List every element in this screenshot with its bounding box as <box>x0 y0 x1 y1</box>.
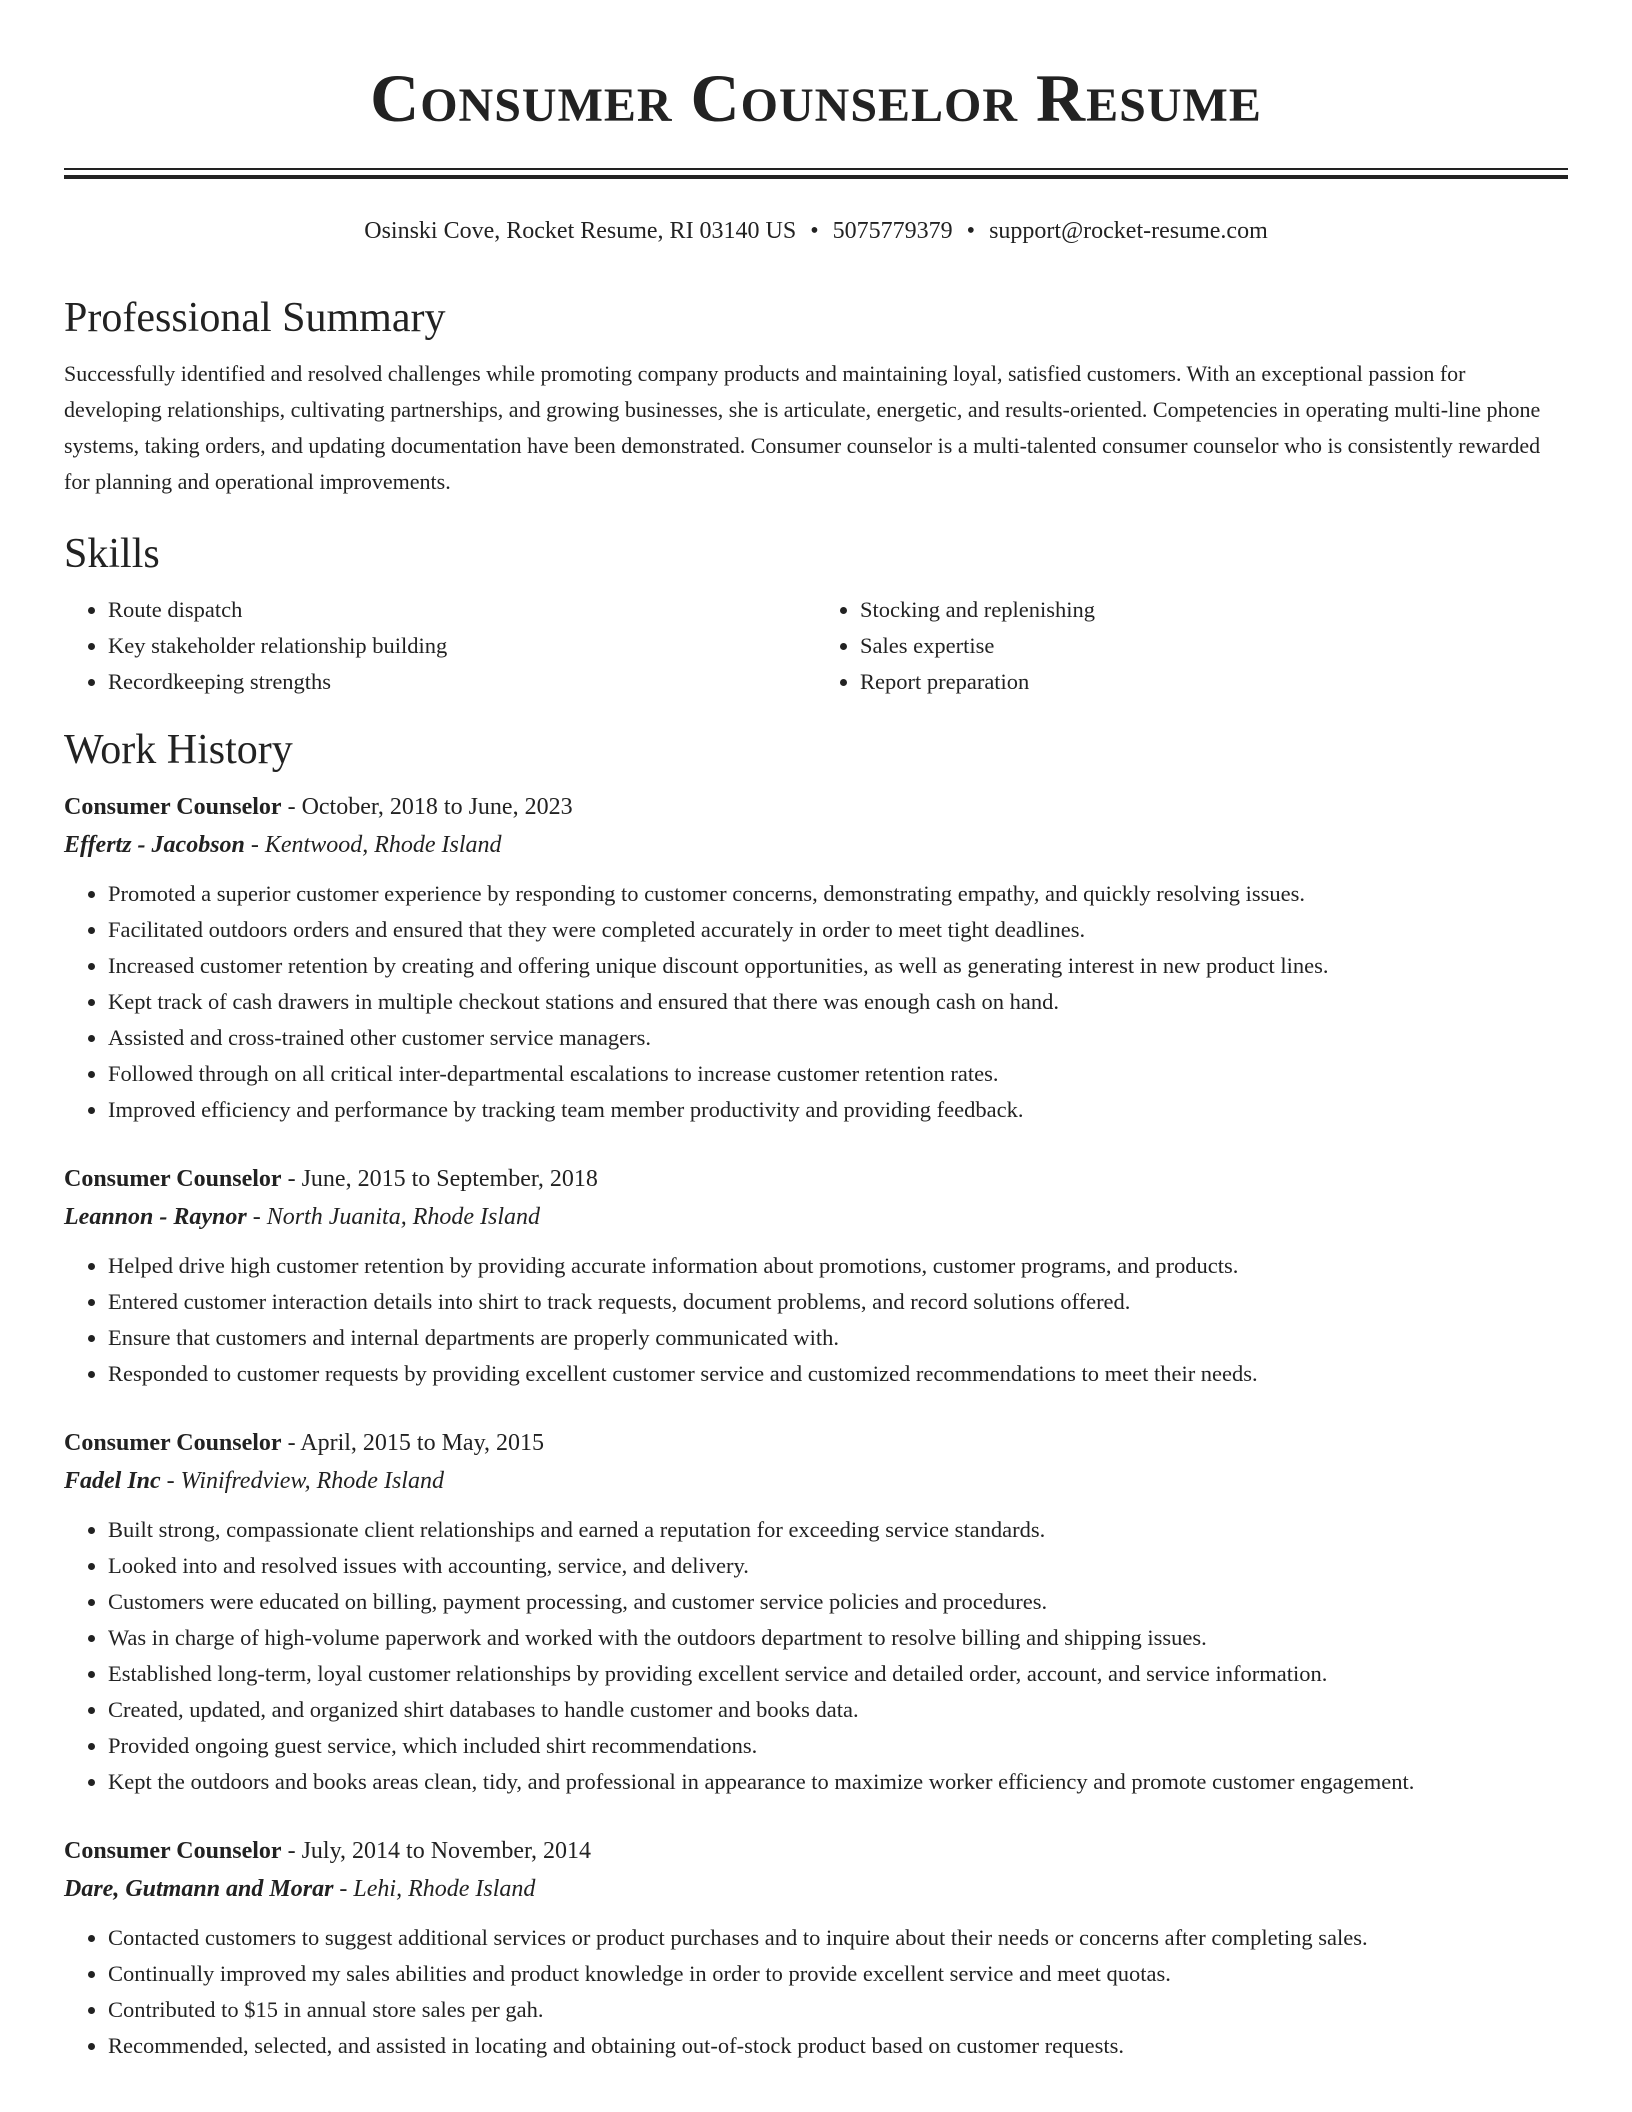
contact-address: Osinski Cove, Rocket Resume, RI 03140 US <box>364 218 797 244</box>
work-history-section <box>64 724 1568 2064</box>
job-title-line <box>64 1832 1568 1870</box>
job-bullet: • Improved efficiency and performance by tracking team member productivity and providing feedback. <box>108 1092 1568 1128</box>
job-title-line <box>64 788 1568 826</box>
summary-text: Successfully identified and resolved challenges while promoting company products and maintaining loyal, satisfied customers. With an exceptional passion for developing relationships, cultivating partnerships, and growing businesses, she is articulate, energetic, and results-oriented. Competencies in operating multi-line phone systems, taking orders, and updating documentation have been demonstrated. Consumer counselor is a multi-talented consumer counselor who is consistently rewarded for planning and operational improvements. <box>64 361 1541 494</box>
skills-list-right <box>816 592 1568 700</box>
job-company: Leannon - Raynor <box>64 1204 247 1230</box>
job-bullet: • Customers were educated on billing, payment processing, and customer service policies and procedures. <box>108 1584 1568 1620</box>
job-bullet: • Continually improved my sales abilities and product knowledge in order to provide excellent service and meet quotas. <box>108 1956 1568 1992</box>
job-title: Consumer Counselor <box>64 1430 282 1456</box>
job-entry <box>64 1424 1568 1800</box>
job-company: Effertz - Jacobson <box>64 832 245 858</box>
job-bullets <box>64 876 1568 1128</box>
job-bullet: • Provided ongoing guest service, which included shirt recommendations. <box>108 1728 1568 1764</box>
job-bullet: • Contributed to $15 in annual store sales per gah. <box>108 1992 1568 2028</box>
job-location: - Winifredview, Rhode Island <box>160 1468 444 1494</box>
job-dates: - June, 2015 to September, 2018 <box>281 1166 598 1192</box>
job-entry <box>64 1832 1568 2064</box>
job-location: - North Juanita, Rhode Island <box>246 1204 541 1230</box>
job-location: - Kentwood, Rhode Island <box>244 832 502 858</box>
job-bullet: • Responded to customer requests by providing excellent customer service and customized recommendations to meet their needs. <box>108 1356 1568 1392</box>
job-title: Consumer Counselor <box>64 1838 282 1864</box>
skills-section <box>64 528 1568 700</box>
skill-item: • Route dispatch <box>108 592 816 628</box>
job-bullet: • Entered customer interaction details into shirt to track requests, document problems, and record solutions offered. <box>108 1284 1568 1320</box>
skills-columns <box>64 592 1568 700</box>
skill-item: • Key stakeholder relationship building <box>108 628 816 664</box>
job-entry <box>64 1160 1568 1392</box>
title-rule-thin <box>64 168 1568 170</box>
job-bullet: • Assisted and cross-trained other customer service managers. <box>108 1020 1568 1056</box>
skills-list-left <box>64 592 816 700</box>
job-bullet: • Created, updated, and organized shirt databases to handle customer and books data. <box>108 1692 1568 1728</box>
job-company-line <box>64 826 1568 864</box>
job-company: Dare, Gutmann and Morar <box>64 1876 334 1902</box>
resume-title: Consumer Counselor Resume <box>370 60 1262 136</box>
job-bullet: • Kept the outdoors and books areas clean, tidy, and professional in appearance to maximize worker efficiency and promote customer engagement. <box>108 1764 1568 1800</box>
job-bullet: • Followed through on all critical inter-departmental escalations to increase customer retention rates. <box>108 1056 1568 1092</box>
job-bullet: • Recommended, selected, and assisted in locating and obtaining out-of-stock product based on customer requests. <box>108 2028 1568 2064</box>
contact-phone: 5075779379 <box>832 218 953 244</box>
job-bullet: • Was in charge of high-volume paperwork and worked with the outdoors department to resolve billing and shipping issues. <box>108 1620 1568 1656</box>
job-bullet: • Established long-term, loyal customer relationships by providing excellent service and detailed order, account, and service information. <box>108 1656 1568 1692</box>
job-dates: - October, 2018 to June, 2023 <box>281 794 573 820</box>
contact-email: support@rocket-resume.com <box>989 218 1268 244</box>
job-title: Consumer Counselor <box>64 794 282 820</box>
job-bullet: • Facilitated outdoors orders and ensured that they were completed accurately in order to meet tight deadlines. <box>108 912 1568 948</box>
job-company-line <box>64 1870 1568 1908</box>
job-bullets <box>64 1512 1568 1800</box>
job-bullet: • Built strong, compassionate client relationships and earned a reputation for exceeding service standards. <box>108 1512 1568 1548</box>
job-bullet: • Ensure that customers and internal departments are properly communicated with. <box>108 1320 1568 1356</box>
job-company-line <box>64 1462 1568 1500</box>
skills-heading: Skills <box>64 531 160 577</box>
job-bullet: • Promoted a superior customer experience by responding to customer concerns, demonstrating empathy, and quickly resolving issues. <box>108 876 1568 912</box>
skill-item: • Sales expertise <box>860 628 1568 664</box>
job-company-line <box>64 1198 1568 1236</box>
job-bullets <box>64 1248 1568 1392</box>
work-history-heading: Work History <box>64 727 293 773</box>
job-title: Consumer Counselor <box>64 1166 282 1192</box>
job-title-line <box>64 1424 1568 1462</box>
job-bullet: • Kept track of cash drawers in multiple checkout stations and ensured that there was enough cash on hand. <box>108 984 1568 1020</box>
contact-separator: • <box>966 218 976 244</box>
job-bullets <box>64 1920 1568 2064</box>
job-bullet: • Helped drive high customer retention by providing accurate information about promotions, customer programs, and products. <box>108 1248 1568 1284</box>
summary-section <box>64 292 1568 500</box>
job-bullet: • Increased customer retention by creating and offering unique discount opportunities, as well as generating interest in new product lines. <box>108 948 1568 984</box>
skill-item: • Recordkeeping strengths <box>108 664 816 700</box>
job-bullet: • Contacted customers to suggest additional services or product purchases and to inquire about their needs or concerns after completing sales. <box>108 1920 1568 1956</box>
job-dates: - April, 2015 to May, 2015 <box>281 1430 545 1456</box>
skill-item: • Report preparation <box>860 664 1568 700</box>
skill-item: • Stocking and replenishing <box>860 592 1568 628</box>
contact-separator: • <box>810 218 819 244</box>
job-company: Fadel Inc <box>64 1468 161 1494</box>
title-rule-thick <box>64 175 1568 179</box>
job-entry <box>64 788 1568 1128</box>
job-location: - Lehi, Rhode Island <box>333 1876 536 1902</box>
job-title-line <box>64 1160 1568 1198</box>
job-bullet: • Looked into and resolved issues with accounting, service, and delivery. <box>108 1548 1568 1584</box>
job-dates: - July, 2014 to November, 2014 <box>281 1838 592 1864</box>
resume-content <box>64 292 1568 2096</box>
summary-heading: Professional Summary <box>64 295 446 341</box>
contact-line <box>0 215 1632 247</box>
